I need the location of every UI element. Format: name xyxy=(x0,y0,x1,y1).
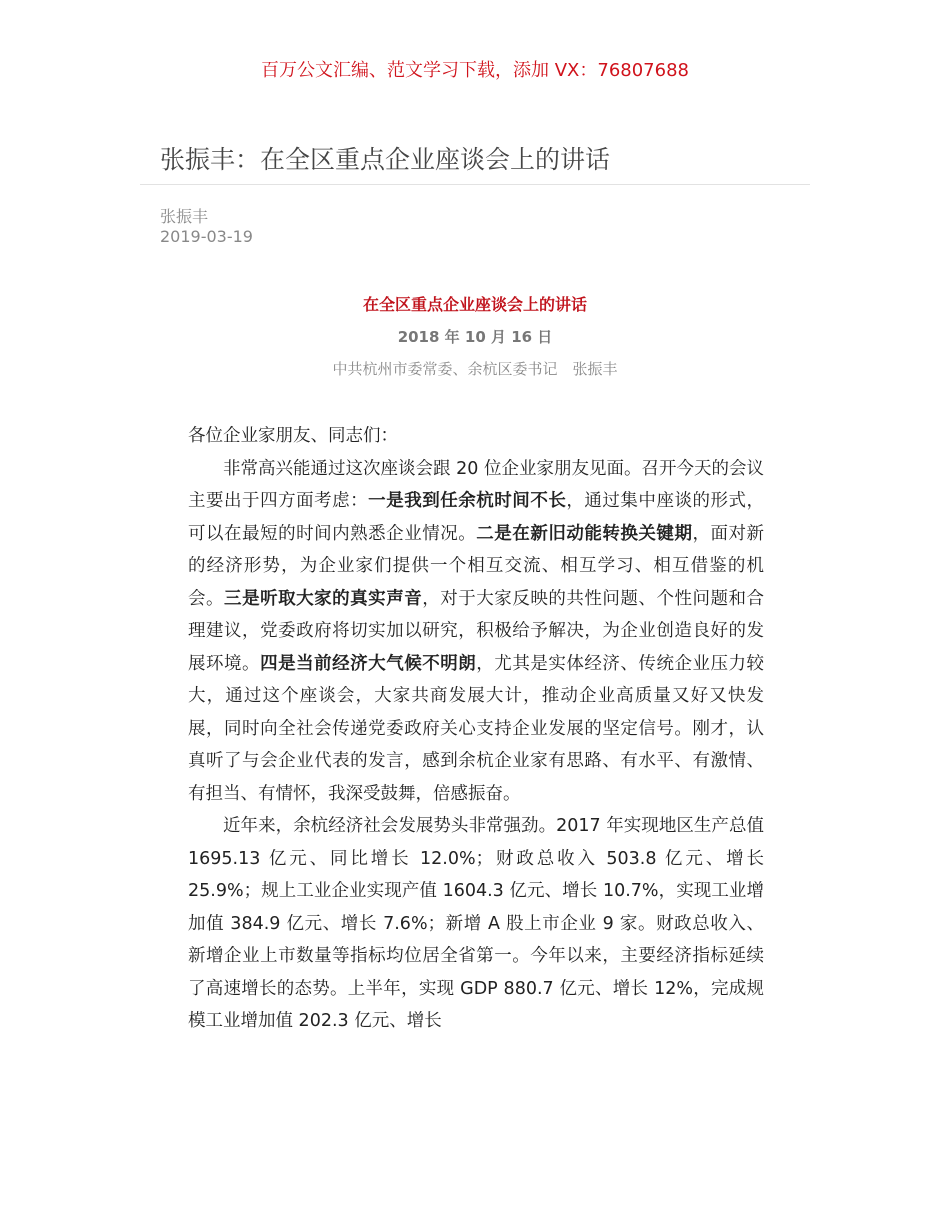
paragraph-1 xyxy=(188,453,764,811)
p1-point-1: 一是我到任余杭时间不长 xyxy=(368,491,567,511)
p1-point-4: 四是当前经济大气候不明朗 xyxy=(260,653,477,674)
publish-date: 2019-03-19 xyxy=(160,227,253,246)
title-divider xyxy=(140,184,810,185)
p1-text-5: ，尤其是实体经济、传统企业压力较大，通过这个座谈会，大家共商发展大计，推动企业高质量又好又快发展，同时向全社会传递党委政府关心支持企业发展的坚定信号。刚才，认真听了与会企业代表的发言，感到余杭企业家有思路、有水平、有激情、有担当、有情怀，我深受鼓舞，倍感振奋。 xyxy=(188,653,765,804)
paragraph-2: 近年来，余杭经济社会发展势头非常强劲。2017 年实现地区生产总值 1695.13 亿元、同比增长 12.0%；财政总收入 503.8 亿元、增长 25.9%；规上工业企业实现产值 1604.3 亿元、增长 10.7%，实现工业增加值 384.9 亿元、增长 7.6%；新增 A 股上市企业 9 家。财政总收入、新增企业上市数量等指标均位居全省第一。今年以来，主要经济指标延续了高速增长的态势。上半年，实现 GDP 880.7 亿元、增长 12%，完成规模工业增加值 202.3 亿元、增长 xyxy=(188,816,764,1031)
page-title: 张振丰：在全区重点企业座谈会上的讲话 xyxy=(160,145,611,174)
p1-text-1: 非常高兴能通过这次座谈会跟 20 位企业家朋友见面。召开今天的会议主要出于四方面考虑： xyxy=(188,458,764,511)
doc-author: 中共杭州市委常委、余杭区委书记 张振丰 xyxy=(332,360,618,378)
author-name: 张振丰 xyxy=(160,207,209,226)
p1-text-3: ，面对新的经济形势，为企业家们提供一个相互交流、相互学习、相互借鉴的机会。 xyxy=(188,523,765,609)
doc-date: 2018 年 10 月 16 日 xyxy=(397,328,553,346)
promo-banner: 百万公文汇编、范文学习下载，添加 VX：76807688 xyxy=(261,60,689,81)
speech-body xyxy=(188,420,764,1038)
p1-text-2: ，通过集中座谈的形式，可以在最短的时间内熟悉企业情况。 xyxy=(188,491,765,544)
doc-title: 在全区重点企业座谈会上的讲话 xyxy=(362,295,587,314)
p1-point-3: 三是听取大家的真实声音 xyxy=(224,588,423,609)
greeting: 各位企业家朋友、同志们： xyxy=(188,426,398,446)
p1-point-2: 二是在新旧动能转换关键期 xyxy=(476,523,693,544)
p1-text-4: ，对于大家反映的共性问题、个性问题和合理建议，党委政府将切实加以研究，积极给予解决，为企业创造良好的发展环境。 xyxy=(188,588,765,674)
